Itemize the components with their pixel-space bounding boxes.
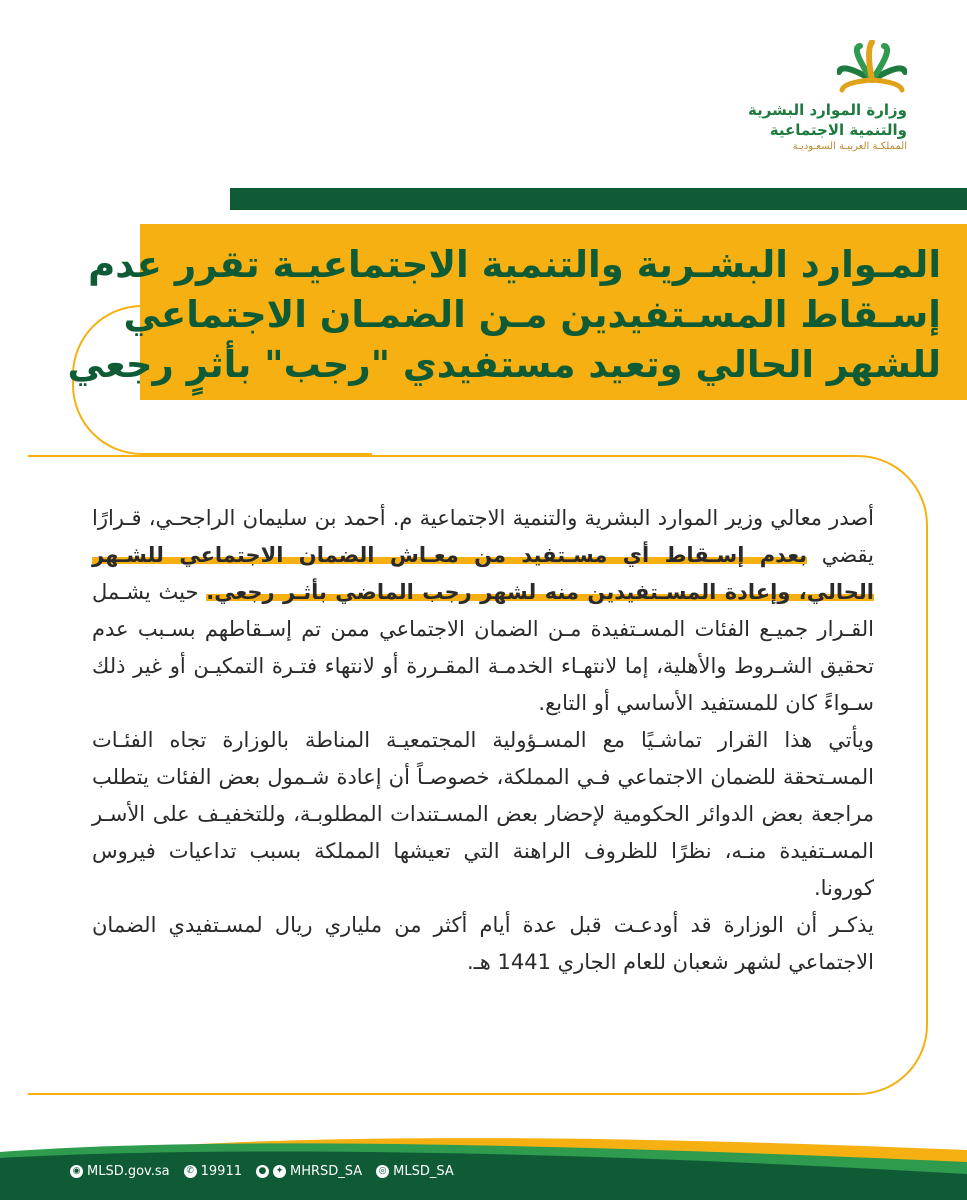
footer-social-mlsd[interactable] [376, 1164, 454, 1179]
logo-country: المملكـة العربيـة السعـوديـة [792, 141, 907, 152]
palm-emblem-icon [837, 40, 907, 102]
highlighted-decision: بعدم إسـقاط أي مسـتفيد من معـاش الضمان الاجتماعي للشـهر الحالي، وإعادة المسـتفيدين منه لشهر رجب الماضي بأثـر رجعي. [92, 543, 874, 604]
paragraph-1-intro: أصدر معالي وزير الموارد البشرية والتنمية الاجتماعية م. أحمد بن سليمان الراجحـي، قـرارًا يقضي [92, 506, 874, 567]
logo-title-line2: والتنمية الاجتماعية [769, 121, 907, 139]
headline-line-3: للشهر الحالي وتعيد مستفيدي "رجب" بأثرٍ رجعي [67, 343, 941, 386]
logo-title-line1: وزارة الموارد البشرية [748, 101, 907, 119]
footer-website[interactable] [70, 1164, 170, 1179]
website-text: MLSD.gov.sa [87, 1163, 170, 1179]
snapchat-icon: ● [256, 1165, 269, 1178]
headline-line-1: المـوارد البشـرية والتنمية الاجتماعيـة تقرر عدم [88, 243, 941, 286]
paragraph-1 [92, 500, 874, 722]
article-body [92, 500, 874, 981]
phone-text: 19911 [200, 1163, 242, 1179]
ministry-logo [737, 40, 907, 160]
paragraph-1-rest: حيث يشـمل القـرار جميـع الفئات المسـتفيدة مـن الضمان الاجتماعي ممن تم إسـقاطهم بسـبب عدم تحقيق الشـروط والأهلية، إما لانتهـاء الخدمـة المقـررة أو لانتهاء فتـرة التمكيـن أو غير ذلك سـواءً كان للمستفيد الأساسي أو التابع. [92, 580, 874, 715]
headline-line-2: إسـقاط المسـتفيدين مـن الضمـان الاجتماعي [123, 293, 941, 336]
paragraph-3: يذكـر أن الوزارة قد أودعـت قبل عدة أيام أكثر من ملياري ريال لمسـتفيدي الضمان الاجتماعي لشهر شعبان للعام الجاري 1441 هـ. [92, 913, 874, 974]
footer-phone[interactable] [184, 1164, 242, 1179]
paragraph-2: ويأتي هذا القرار تماشـيًا مع المسـؤولية المجتمعيـة المناطة بالوزارة تجاه الفئـات المسـتحقة للضمان الاجتماعي فـي المملكة، خصوصـاً أن إعادة شـمول بعض الفئات يتطلب مراجعة بعض الدوائر الحكومية لإحضار بعض المسـتندات المطلوبـة، وللتخفيـف على الأسـر المسـتفيدة منـه، نظرًا للظروف الراهنة التي تعيشها المملكة بسبب تداعيات فيروس كورونا. [92, 728, 874, 900]
social2-text: MLSD_SA [393, 1163, 454, 1179]
twitter-icon: ✦ [273, 1165, 286, 1178]
footer-contacts [70, 1160, 454, 1182]
footer-social-mhrsd[interactable] [256, 1164, 362, 1179]
headline-box [67, 224, 967, 400]
social1-text: MHRSD_SA [289, 1163, 363, 1179]
globe-icon: ◉ [70, 1165, 83, 1178]
phone-icon: ✆ [184, 1165, 197, 1178]
title-accent-bar [230, 188, 967, 210]
instagram-icon: ◎ [376, 1165, 389, 1178]
